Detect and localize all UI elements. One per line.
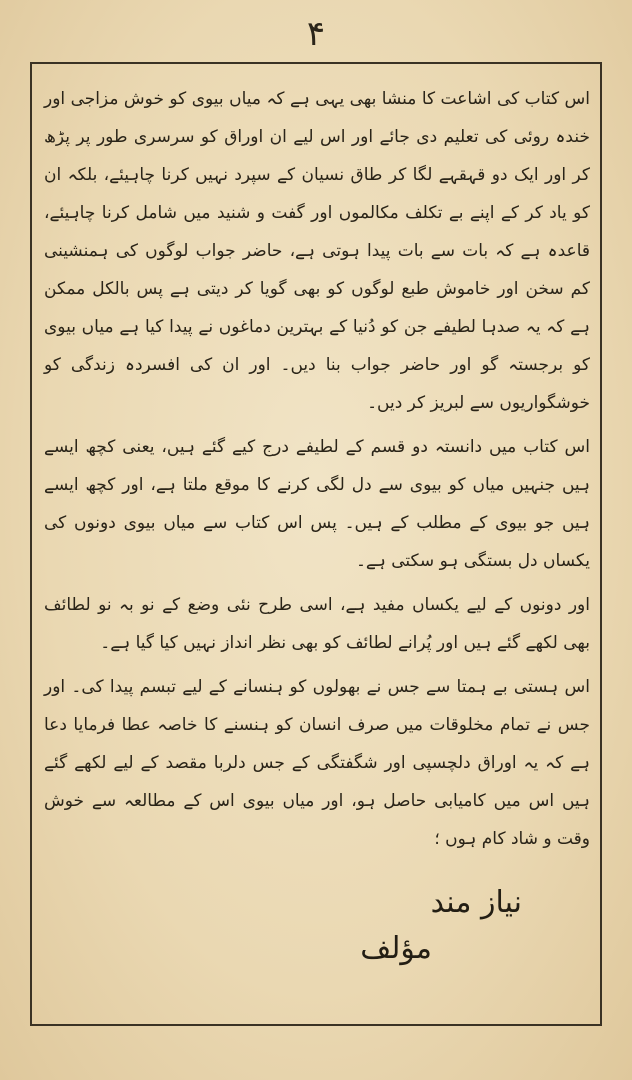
paragraph-2: اس کتاب میں دانستہ دو قسم کے لطیفے درج کیے گئے ہیں، یعنی کچھ ایسے ہیں جنہیں میاں کو بیوی سے دل لگی کرنے کا موقع ملتا ہے، اور کچھ ایسے ہیں جو بیوی کے مطلب کے ہیں۔ پس اس کتاب سے میاں بیوی دونوں کی یکساں دل بستگی ہو سکتی ہے۔ bbox=[44, 437, 590, 571]
paragraph-3: اور دونوں کے لیے یکساں مفید ہے، اسی طرح نئی وضع کے نو بہ نو لطائف بھی لکھے گئے ہیں اور پُرانے لطائف کو بھی نظر انداز نہیں کیا گیا ہے۔ bbox=[44, 595, 590, 653]
body-text bbox=[44, 80, 590, 864]
page-number: ۴ bbox=[306, 14, 326, 54]
signature-block bbox=[102, 880, 522, 972]
paragraph-1: اس کتاب کی اشاعت کا منشا بھی یہی ہے کہ میاں بیوی کو خوش مزاجی اور خندہ روئی کی تعلیم دی جائے اور اس لیے ان اوراق کو سرسری طور پر پڑھ کر اور ایک دو قہقہے لگا کر طاق نسیان کے سپرد نہیں کرنا چاہیئے، بلکہ ان کو یاد کر کے اپنے بے تکلف مکالموں اور گفت و شنید میں شامل کرنا چاہیئے، قاعدہ ہے کہ بات سے بات پیدا ہوتی ہے، حاضر جواب لوگوں کی ہمنشینی کم سخن اور خاموش طبع لوگوں کو بھی گویا کر دیتی ہے پس بالکل ممکن ہے کہ یہ صدہا لطیفے جن کو دُنیا کے بہترین دماغوں نے پیدا کیا ہے میاں بیوی کو برجستہ گو اور حاضر جواب بنا دیں۔ اور ان کی افسردہ زندگی کو خوشگواریوں سے لبریز کر دیں۔ bbox=[44, 89, 590, 413]
signature-line-1: نیاز مند bbox=[430, 885, 522, 920]
paragraph-4: اس ہستی بے ہمتا سے جس نے بھولوں کو ہنسانے کے لیے تبسم پیدا کی۔ اور جس نے تمام مخلوقات میں صرف انسان کو ہنسنے کا خاصہ عطا فرمایا دعا ہے کہ یہ اوراق دلچسپی اور شگفتگی کے جس دلربا مقصد کے لیے لکھے گئے ہیں اس میں کامیابی حاصل ہو، اور میاں بیوی اس کے مطالعہ سے خوش وقت و شاد کام ہوں ؛ bbox=[44, 677, 590, 849]
signature-author-title: مؤلف bbox=[360, 931, 432, 966]
